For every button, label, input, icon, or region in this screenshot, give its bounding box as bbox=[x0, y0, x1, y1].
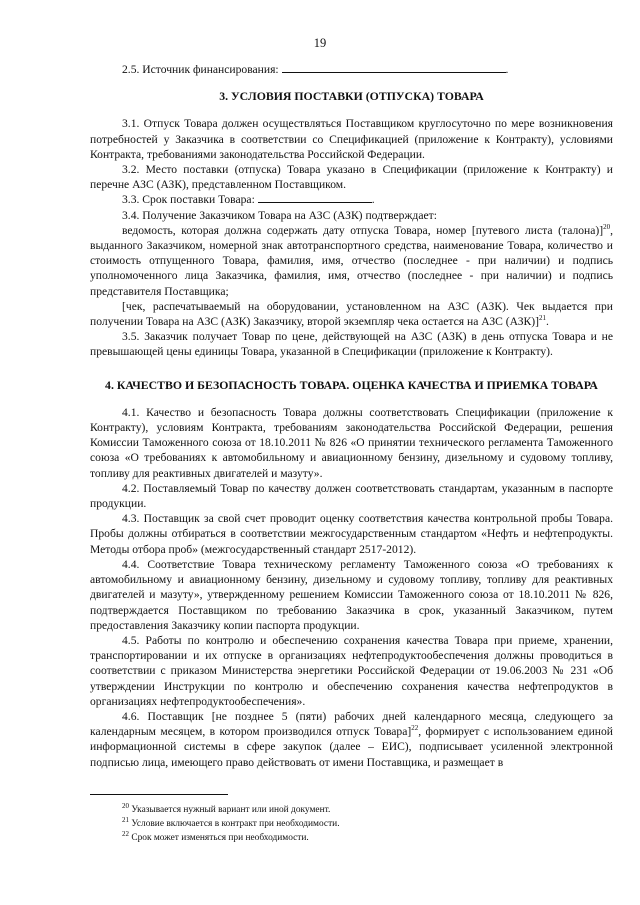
section-3-heading: 3. УСЛОВИЯ ПОСТАВКИ (ОТПУСКА) ТОВАРА bbox=[219, 89, 484, 104]
clause-3-1: 3.1. Отпуск Товара должен осуществляться Поставщиком круглосуточно по мере возникновения потребностей у Заказчика в соответствии со Спецификацией (приложение к Контракту), условиями Контракта, требованиями законодательства Российской Федерации. bbox=[90, 117, 613, 161]
funding-source-label: 2.5. Источник финансирования: bbox=[122, 63, 279, 76]
delivery-term-blank[interactable] bbox=[258, 192, 372, 203]
receipt-text-a: [чек, распечатываемый на оборудовании, установленном на АЗС (АЗК). Чек выдается при получении Товара на АЗС (АЗК) Заказчику, второй экземпляр чека остается на АЗС (АЗК)] bbox=[90, 299, 613, 329]
footnote-text: Указывается нужный вариант или иной документ. bbox=[129, 805, 331, 815]
clause-4-3: 4.3. Поставщик за свой счет проводит оценку соответствия качества контрольной пробы Товара. Пробы должны отбираться в соответствии межгосударственным стандартом «Нефть и нефтепродукты. Методы отбора проб» (межгосударственный стандарт 2517-2012). bbox=[90, 512, 613, 556]
statement-text-a: ведомость, которая должна содержать дату отпуска Товара, номер [путевого листа (талона)] bbox=[122, 223, 604, 237]
footnote-ref-22: 22 bbox=[411, 724, 419, 733]
delivery-term-label: 3.3. Срок поставки Товара: bbox=[122, 193, 255, 207]
funding-source-line bbox=[90, 62, 613, 77]
footnote-text: Срок может изменяться при необходимости. bbox=[129, 833, 309, 844]
footnote-ref-20: 20 bbox=[603, 222, 611, 231]
footnote-text: Условие включается в контракт при необходимости. bbox=[129, 819, 340, 830]
footnote-number: 20 bbox=[122, 801, 129, 810]
clause-4-6 bbox=[90, 709, 613, 770]
funding-source-tail: . bbox=[505, 63, 509, 76]
clause-4-1: 4.1. Качество и безопасность Товара должны соответствовать Спецификации (приложение к Контракту), условиям Контракта, требованиям законодательства Российской Федерации, решения Комиссии Таможенного союза от 18.10.2011 № 826 «О принятии технического регламента Таможенного союза «О требованиях к автомобильному и авиационному бензину, дизельному и судовому топливу, топливу для реактивных двигателей и мазуту». bbox=[90, 405, 613, 480]
footnote-20 bbox=[90, 803, 613, 817]
footnote-separator bbox=[90, 794, 228, 795]
clause-4-6-text-b: , формирует с использованием единой информационной системы в сфере закупок (далее – ЕИС), подписывает усиленной электронной подписью лица, имеющего право действовать от имени Поставщика, и размещает в bbox=[90, 725, 613, 769]
section-4-heading: 4. КАЧЕСТВО И БЕЗОПАСНОСТЬ ТОВАРА. ОЦЕНКА КАЧЕСТВА И ПРИЕМКА ТОВАРА bbox=[105, 377, 598, 392]
funding-source-blank[interactable] bbox=[282, 62, 506, 73]
delivery-term-tail: . bbox=[371, 193, 375, 207]
clause-3-4: 3.4. Получение Заказчиком Товара на АЗС (АЗК) подтверждает: bbox=[122, 208, 437, 222]
clause-3-4-statement bbox=[90, 223, 613, 299]
page-number: 19 bbox=[313, 36, 327, 50]
footnote-number: 22 bbox=[122, 830, 129, 839]
clause-4-6-text-a: 4.6. Поставщик [не позднее 5 (пяти) рабочих дней календарного месяца, следующего за календарным месяцем, в котором производился отпуск Товара] bbox=[90, 709, 613, 739]
footnote-22 bbox=[90, 831, 613, 845]
clause-4-4: 4.4. Соответствие Товара техническому регламенту Таможенного союза «О требованиях к автомобильному и авиационному бензину, дизельному и судовому топливу, топливу для реактивных двигателей и мазуту», утвержденному решением Комиссии Таможенного союза от 18.10.2011 № 826, подтверждается Поставщиком по требованию Заказчика в срок, указанный Заказчиком, путем предоставления Заказчику копии паспорта продукции. bbox=[90, 557, 613, 632]
clause-3-2: 3.2. Место поставки (отпуска) Товара указано в Спецификации (приложение к Контракту) и перечне АЗС (АЗК), представленном Поставщиком. bbox=[90, 163, 613, 192]
clause-3-5: 3.5. Заказчик получает Товар по цене, действующей на АЗС (АЗК) в день отпуска Товара и не превышающей цены единицы Товара, указанной в Спецификации (приложение к Контракту). bbox=[90, 330, 613, 359]
clause-4-2: 4.2. Поставляемый Товар по качеству должен соответствовать стандартам, указанным в паспорте продукции. bbox=[90, 481, 613, 511]
footnote-ref-21: 21 bbox=[539, 314, 546, 323]
document-body bbox=[90, 62, 613, 770]
clause-3-4-receipt bbox=[90, 299, 613, 329]
receipt-text-b: . bbox=[546, 315, 549, 329]
statement-text-b: , выданного Заказчиком, номерной знак автотранспортного средства, наименование Товара, количество и стоимость отпущенного Товара, фамилия, имя, отчество (последнее - при наличии) и подпись уполномоченного лица Заказчика, фамилия, имя, отчество (последнее - при наличии) и подпись представителя Поставщика; bbox=[90, 223, 613, 298]
clause-3-3 bbox=[90, 192, 613, 207]
footnote-21 bbox=[90, 817, 613, 831]
footnotes bbox=[90, 803, 613, 846]
footnote-number: 21 bbox=[122, 816, 129, 825]
clause-4-5: 4.5. Работы по контролю и обеспечению сохранения качества Товара при приеме, хранении, транспортировании и их отпуске в организациях нефтепродуктообеспечения должны проводиться в соответствии с приказом Министерства энергетики Российской Федерации от 19.06.2003 № 231 «Об утверждении Инструкции по контролю и обеспечению сохранения качества нефтепродуктов в организациях нефтепродуктообеспечения». bbox=[90, 633, 613, 708]
